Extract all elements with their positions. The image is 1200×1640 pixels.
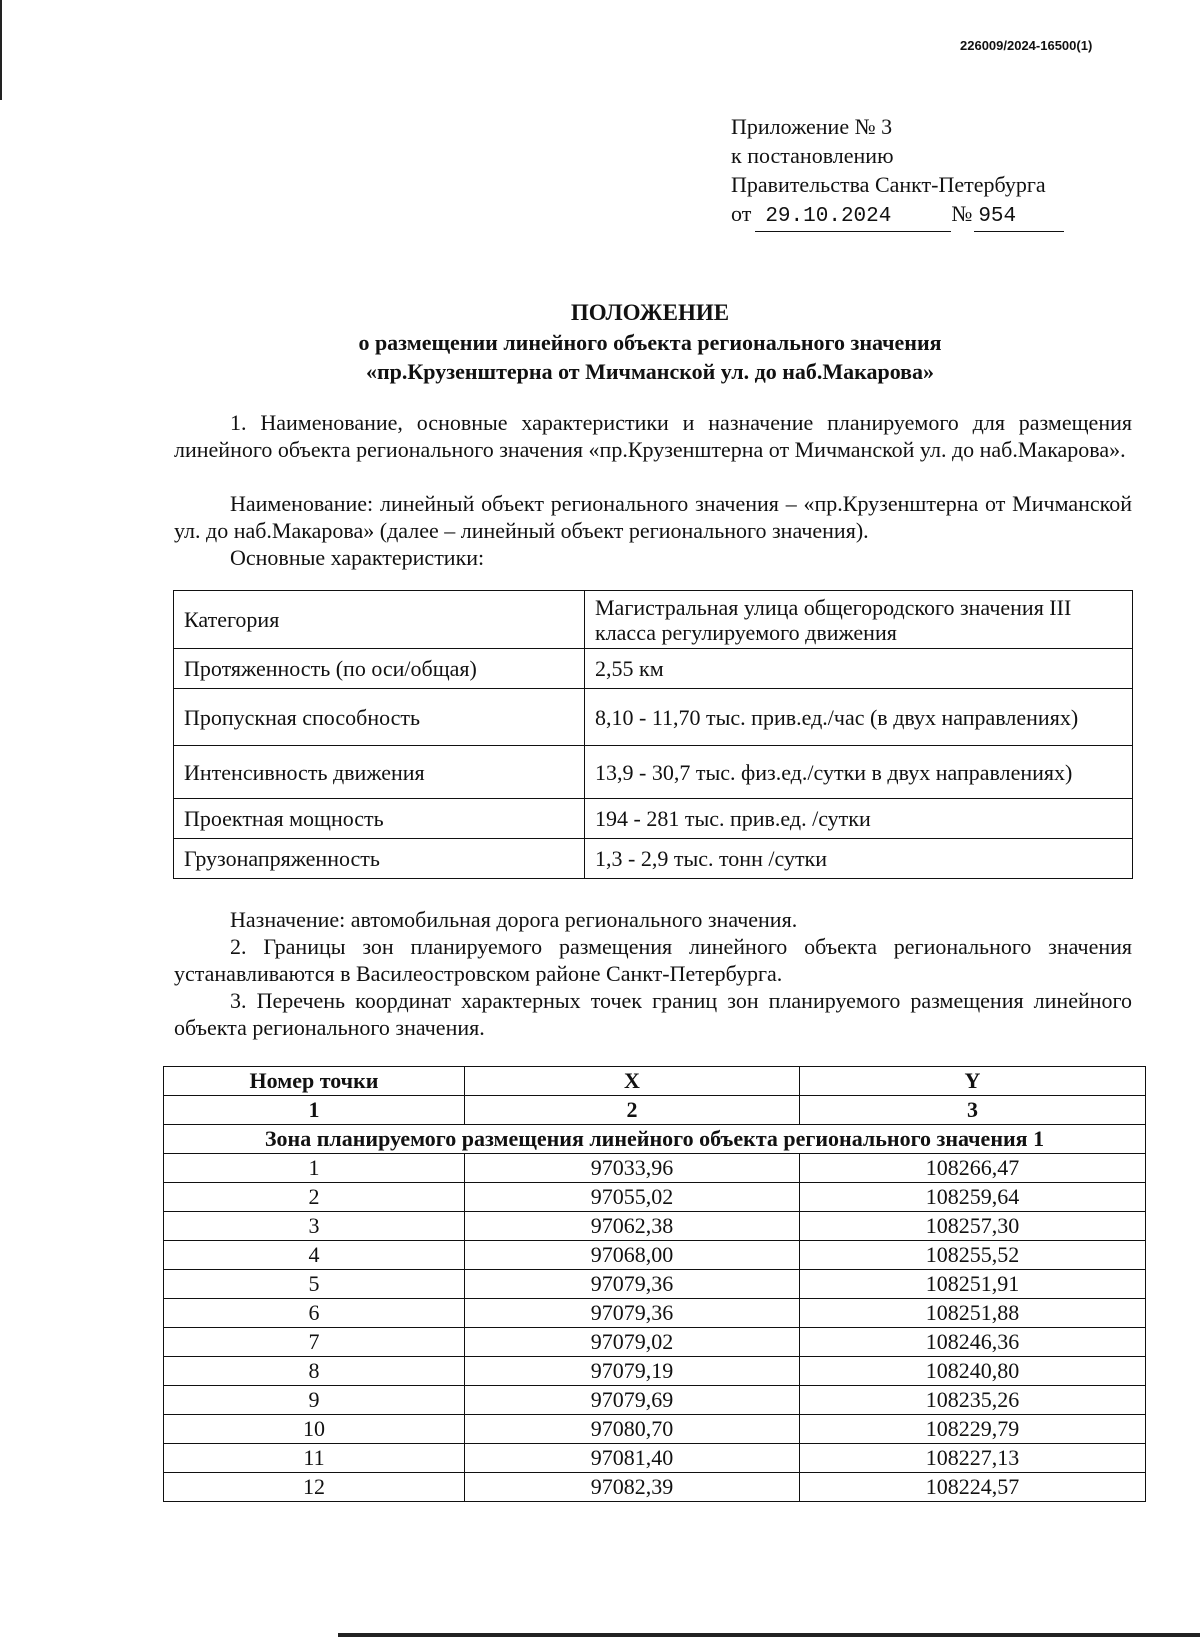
title-object-name: «пр.Крузенштерна от Мичманской ул. до наб.Макарова»	[365, 359, 935, 384]
title-subtitle: о размещении линейного объекта регионального значения	[358, 330, 942, 355]
table-row	[164, 1241, 1146, 1270]
point-number: 10	[164, 1415, 465, 1444]
y-coordinate: 108257,30	[800, 1212, 1146, 1241]
characteristics-table	[173, 590, 1133, 879]
point-number: 7	[164, 1328, 465, 1357]
y-coordinate: 108229,79	[800, 1415, 1146, 1444]
header-point-number: Номер точки	[164, 1067, 465, 1096]
number-label: №	[951, 201, 973, 226]
x-coordinate: 97079,19	[465, 1357, 800, 1386]
zone-row	[164, 1125, 1146, 1154]
y-coordinate: 108227,13	[800, 1444, 1146, 1473]
appendix-resolution: к постановлению	[731, 143, 894, 168]
char-key: Протяженность (по оси/общая)	[174, 649, 585, 689]
paragraph-6: 3. Перечень координат характерных точек границ зон планируемого размещения линейного объекта регионального значения.	[174, 988, 1132, 1040]
column-number: 2	[465, 1096, 800, 1125]
table-row	[174, 799, 1133, 839]
point-number: 5	[164, 1270, 465, 1299]
table-row	[164, 1154, 1146, 1183]
char-value: 1,3 - 2,9 тыс. тонн /сутки	[585, 839, 1133, 879]
table-row	[164, 1444, 1146, 1473]
char-key: Категория	[174, 591, 585, 649]
char-value: 194 - 281 тыс. прив.ед. /сутки	[585, 799, 1133, 839]
table-row	[164, 1386, 1146, 1415]
resolution-date: 29.10.2024	[755, 202, 951, 232]
char-value: 13,9 - 30,7 тыс. физ.ед./сутки в двух направлениях)	[585, 746, 1133, 799]
column-number: 3	[800, 1096, 1146, 1125]
column-number-row	[164, 1096, 1146, 1125]
y-coordinate: 108251,88	[800, 1299, 1146, 1328]
table-row	[164, 1212, 1146, 1241]
x-coordinate: 97079,02	[465, 1328, 800, 1357]
header-y: Y	[800, 1067, 1146, 1096]
table-row	[174, 591, 1133, 649]
header-x: X	[465, 1067, 800, 1096]
paragraph-1: 1. Наименование, основные характеристики и назначение планируемого для размещения линейного объекта регионального значения «пр.Крузенштерна от Мичманской ул. до наб.Макарова».	[174, 410, 1132, 462]
x-coordinate: 97068,00	[465, 1241, 800, 1270]
from-label: от	[731, 201, 752, 226]
point-number: 2	[164, 1183, 465, 1212]
y-coordinate: 108251,91	[800, 1270, 1146, 1299]
appendix-number: Приложение № 3	[731, 114, 893, 139]
table-row	[164, 1183, 1146, 1212]
char-key: Интенсивность движения	[174, 746, 585, 799]
x-coordinate: 97079,69	[465, 1386, 800, 1415]
document-id: 226009/2024-16500(1)	[960, 38, 1093, 53]
y-coordinate: 108240,80	[800, 1357, 1146, 1386]
y-coordinate: 108246,36	[800, 1328, 1146, 1357]
char-key: Грузонапряженность	[174, 839, 585, 879]
table-row	[164, 1473, 1146, 1502]
point-number: 9	[164, 1386, 465, 1415]
paragraph-3: Основные характеристики:	[230, 545, 485, 570]
table-header-row	[164, 1067, 1146, 1096]
resolution-number: 954	[974, 202, 1064, 232]
x-coordinate: 97081,40	[465, 1444, 800, 1473]
table-row	[164, 1415, 1146, 1444]
char-key: Пропускная способность	[174, 689, 585, 746]
table-row	[164, 1270, 1146, 1299]
point-number: 8	[164, 1357, 465, 1386]
page-bottom-rule	[338, 1633, 1200, 1637]
table-row	[174, 746, 1133, 799]
y-coordinate: 108224,57	[800, 1473, 1146, 1502]
table-row	[174, 689, 1133, 746]
point-number: 1	[164, 1154, 465, 1183]
scan-edge-line	[0, 0, 2, 100]
point-number: 6	[164, 1299, 465, 1328]
paragraph-5: 2. Границы зон планируемого размещения линейного объекта регионального значения устанавливаются в Василеостровском районе Санкт-Петербурга.	[174, 934, 1132, 986]
zone-label: Зона планируемого размещения линейного объекта регионального значения 1	[164, 1125, 1146, 1154]
paragraph-4: Назначение: автомобильная дорога регионального значения.	[230, 907, 798, 932]
x-coordinate: 97062,38	[465, 1212, 800, 1241]
coordinates-table	[163, 1066, 1146, 1502]
point-number: 12	[164, 1473, 465, 1502]
point-number: 11	[164, 1444, 465, 1473]
x-coordinate: 97033,96	[465, 1154, 800, 1183]
char-value: 2,55 км	[585, 649, 1133, 689]
table-row	[164, 1328, 1146, 1357]
x-coordinate: 97080,70	[465, 1415, 800, 1444]
y-coordinate: 108266,47	[800, 1154, 1146, 1183]
char-key: Проектная мощность	[174, 799, 585, 839]
title-main: ПОЛОЖЕНИЕ	[570, 300, 730, 325]
table-row	[164, 1299, 1146, 1328]
appendix-government: Правительства Санкт-Петербурга	[731, 172, 1046, 197]
y-coordinate: 108235,26	[800, 1386, 1146, 1415]
x-coordinate: 97079,36	[465, 1270, 800, 1299]
appendix-date-line	[731, 199, 1064, 232]
appendix-block	[731, 112, 1064, 232]
point-number: 4	[164, 1241, 465, 1270]
x-coordinate: 97055,02	[465, 1183, 800, 1212]
table-row	[164, 1357, 1146, 1386]
char-value: 8,10 - 11,70 тыс. прив.ед./час (в двух направлениях)	[585, 689, 1133, 746]
table-row	[174, 839, 1133, 879]
document-title	[170, 298, 1130, 386]
point-number: 3	[164, 1212, 465, 1241]
paragraph-2: Наименование: линейный объект регионального значения – «пр.Крузенштерна от Мичманской ул. до наб.Макарова» (далее – линейный объект регионального значения).	[174, 491, 1132, 543]
x-coordinate: 97082,39	[465, 1473, 800, 1502]
column-number: 1	[164, 1096, 465, 1125]
table-row	[174, 649, 1133, 689]
x-coordinate: 97079,36	[465, 1299, 800, 1328]
y-coordinate: 108259,64	[800, 1183, 1146, 1212]
char-value: Магистральная улица общегородского значения III класса регулируемого движения	[585, 591, 1133, 649]
y-coordinate: 108255,52	[800, 1241, 1146, 1270]
